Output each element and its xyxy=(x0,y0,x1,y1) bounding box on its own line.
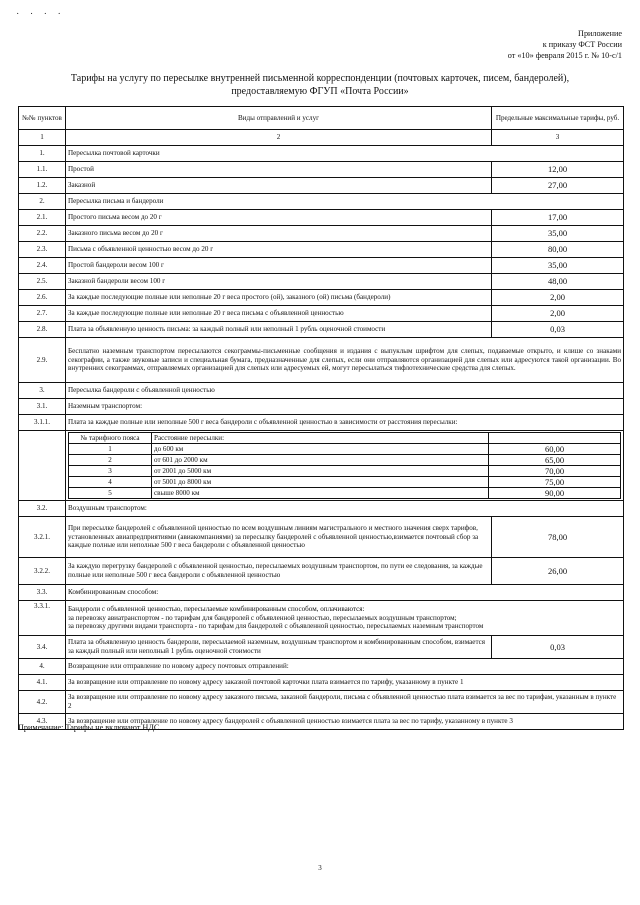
zone-price: 75,00 xyxy=(489,477,621,488)
zone-row xyxy=(69,466,621,477)
table-row xyxy=(19,322,624,338)
table-row xyxy=(19,162,624,178)
zone-row xyxy=(69,477,621,488)
row-text: За возвращение или отправление по новому адресу заказной почтовой карточки плата взимается по тарифу, указанному в пункте 1 xyxy=(66,675,624,691)
row-number: 2.4. xyxy=(19,258,66,274)
row-number: 2.6. xyxy=(19,290,66,306)
row-price: 35,00 xyxy=(492,258,624,274)
column-number: 2 xyxy=(66,130,492,146)
table-row xyxy=(19,338,624,383)
table-row xyxy=(19,675,624,691)
row-text: За возвращение или отправление по новому адресу бандеролей с объявленной ценностью взимается плата за вес по тарифу, указанному в пункте 3 xyxy=(66,714,624,730)
row-price: 48,00 xyxy=(492,274,624,290)
row-text: При пересылке бандеролей с объявленной ценностью по всем воздушным линиям магистрального и местного значения сверх тарифов, установленных авиапредприятиями (авиакомпаниями) за пересылку бандеролей с объявленной ценностью,взимается почтовый сбор за каждые полные или неполные 500 г веса бандероли с объявленной ценностью xyxy=(66,517,492,558)
zone-number: 3 xyxy=(69,466,152,477)
row-number: 2.9. xyxy=(19,338,66,383)
row-text: За каждые последующие полные или неполные 20 г веса письма с объявленной ценностью xyxy=(66,306,492,322)
zone-row xyxy=(69,444,621,455)
row-number: 1.1. xyxy=(19,162,66,178)
table-row xyxy=(19,274,624,290)
table-row xyxy=(19,585,624,601)
zone-header-row xyxy=(69,433,621,444)
row-price: 26,00 xyxy=(492,558,624,585)
row-number: 4.2. xyxy=(19,691,66,714)
row-text: За каждые последующие полные или неполные 20 г веса простого (ой), заказного (ой) письма (бандероли) xyxy=(66,290,492,306)
table-row xyxy=(19,601,624,636)
zone-row xyxy=(69,488,621,499)
row-text: За возвращение или отправление по новому адресу заказного письма, заказной бандероли, письма с объявленной ценностью плата взимается за вес по тарифам, указанным в пункте 2 xyxy=(66,691,624,714)
zone-distance: от 5001 до 8000 км xyxy=(152,477,489,488)
row-text: Пересылка бандероли с объявленной ценностью xyxy=(66,383,624,399)
row-price: 35,00 xyxy=(492,226,624,242)
table-row xyxy=(19,383,624,399)
zone-number: 2 xyxy=(69,455,152,466)
zone-block xyxy=(19,431,624,501)
row-price: 2,00 xyxy=(492,290,624,306)
header-services: Виды отправлений и услуг xyxy=(66,107,492,130)
row-price: 27,00 xyxy=(492,178,624,194)
zone-price: 60,00 xyxy=(489,444,621,455)
column-number-row xyxy=(19,130,624,146)
zone-number: 5 xyxy=(69,488,152,499)
page-number: 3 xyxy=(318,864,322,872)
row-text: Возвращение или отправление по новому адресу почтовых отправлений: xyxy=(66,659,624,675)
zone-number: 4 xyxy=(69,477,152,488)
row-text: Письма с объявленной ценностью весом до 20 г xyxy=(66,242,492,258)
row-text: За каждую перегрузку бандеролей с объявленной ценностью, пересылаемых воздушным транспортом, по пути ее следования, за каждые полные или неполные 500 г веса бандероли с объявленной ценностью xyxy=(66,558,492,585)
table-row xyxy=(19,194,624,210)
column-number: 1 xyxy=(19,130,66,146)
row-text: Заказной бандероли весом 100 г xyxy=(66,274,492,290)
table-row xyxy=(19,242,624,258)
row-number: 4.3. xyxy=(19,714,66,730)
row-text: Плата за каждые полные или неполные 500 г веса бандероли с объявленной ценностью в зависимости от расстояния пересылки: xyxy=(66,415,624,431)
table-row xyxy=(19,415,624,431)
row-text: Пересылка почтовой карточки xyxy=(66,146,624,162)
scan-speckles: ˙ ˙ ˙ ˙ xyxy=(16,12,65,23)
zone-price: 65,00 xyxy=(489,455,621,466)
row-price: 78,00 xyxy=(492,517,624,558)
row-text: Заказного письма весом до 20 г xyxy=(66,226,492,242)
row-text-line: за перевозку авиатранспортом - по тарифам для бандеролей с объявленной ценностью, пересылаемых воздушным транспортом; xyxy=(68,613,457,622)
table-row xyxy=(19,517,624,558)
row-price: 0,03 xyxy=(492,636,624,659)
zone-number: 1 xyxy=(69,444,152,455)
row-number: 2.7. xyxy=(19,306,66,322)
title-line-1: Тарифы на услугу по пересылке внутренней письменной корреспонденции (почтовых карточек, писем, бандеролей), xyxy=(70,73,570,84)
row-number: 4.1. xyxy=(19,675,66,691)
table-row xyxy=(19,210,624,226)
document-title xyxy=(30,72,610,98)
row-text: Бесплатно наземным транспортом пересылаются секограммы-письменные сообщения и издания с выпуклым шрифтом для слепых, подаваемые открыто, и клише со знаками секографии, а также звуковые записи и специальная бумага, предназначенные для слепых, если они отправляются организацией для слепых или адресуются такой организации. Во внутренних секограммах, отправляемых организацией для слепых или адресуемых ей, могут пересылаться тифлотехнические средства для слепых. xyxy=(66,338,624,383)
row-number: 3.2.1. xyxy=(19,517,66,558)
row-number: 3.1. xyxy=(19,399,66,415)
table-row xyxy=(19,636,624,659)
zone-price: 90,00 xyxy=(489,488,621,499)
row-number: 1.2. xyxy=(19,178,66,194)
table-row xyxy=(19,399,624,415)
zone-distance: от 2001 до 5000 км xyxy=(152,466,489,477)
table-row xyxy=(19,691,624,714)
row-text: Заказной xyxy=(66,178,492,194)
row-text-line: Бандероли с объявленной ценностью, пересылаемые комбинированным способом, оплачиваются: xyxy=(68,605,365,614)
row-text: Наземным транспортом: xyxy=(66,399,624,415)
row-number: 2.2. xyxy=(19,226,66,242)
row-number: 2.3. xyxy=(19,242,66,258)
zone-row xyxy=(69,455,621,466)
table-row xyxy=(19,558,624,585)
table-row xyxy=(19,501,624,517)
header-number: №№ пунктов xyxy=(19,107,66,130)
row-number: 3.2.2. xyxy=(19,558,66,585)
table-row xyxy=(19,306,624,322)
order-date: от «10» февраля 2015 г. № 10-с/1 xyxy=(507,51,622,60)
row-number: 3.1.1. xyxy=(19,415,66,431)
row-price: 2,00 xyxy=(492,306,624,322)
row-number: 4. xyxy=(19,659,66,675)
row-text-line: за перевозку другими видами транспорта - по тарифам для бандеролей с объявленной ценностью, пересылаемых наземным транспортом xyxy=(68,622,484,631)
simple-rows xyxy=(19,146,624,338)
row-number: 3. xyxy=(19,383,66,399)
title-line-2: предоставляемую ФГУП «Почта России» xyxy=(231,86,409,97)
order-reference: к приказу ФСТ России xyxy=(542,40,622,49)
appendix-header xyxy=(508,28,622,61)
row-price: 12,00 xyxy=(492,162,624,178)
table-row xyxy=(19,258,624,274)
table-row xyxy=(19,659,624,675)
zone-distance: до 600 км xyxy=(152,444,489,455)
row-text: Простой xyxy=(66,162,492,178)
header-tariff: Предельные максимальные тарифы, руб. xyxy=(492,107,624,130)
row-price: 80,00 xyxy=(492,242,624,258)
row-text: Воздушным транспортом: xyxy=(66,501,624,517)
table-row xyxy=(19,178,624,194)
row-text: Плата за объявленную ценность письма: за каждый полный или неполный 1 рубль оценочной стоимости xyxy=(66,322,492,338)
row-number: 1. xyxy=(19,146,66,162)
row-number: 3.2. xyxy=(19,501,66,517)
row-number: 3.4. xyxy=(19,636,66,659)
row-text: Простой бандероли весом 100 г xyxy=(66,258,492,274)
zone-distance: от 601 до 2000 км xyxy=(152,455,489,466)
appendix-label: Приложение xyxy=(578,29,622,38)
table-header-row xyxy=(19,107,624,130)
row-price: 0,03 xyxy=(492,322,624,338)
tariff-table xyxy=(18,106,624,730)
row-number: 2.1. xyxy=(19,210,66,226)
table-row xyxy=(19,226,624,242)
footnote: Примечание: Тарифы не включают НДС. xyxy=(18,723,162,732)
row-number: 2. xyxy=(19,194,66,210)
row-text: Простого письма весом до 20 г xyxy=(66,210,492,226)
table-row xyxy=(19,146,624,162)
row-number: 2.5. xyxy=(19,274,66,290)
row-number: 3.3. xyxy=(19,585,66,601)
row-text: Комбинированным способом: xyxy=(66,585,624,601)
row-text: Плата за объявленную ценность бандероли, пересылаемой наземным, воздушным транспортом и комбинированным способом, взимается за каждый полный или неполный 1 рубль оценочной стоимости xyxy=(66,636,492,659)
row-number: 2.8. xyxy=(19,322,66,338)
zone-table xyxy=(68,432,621,499)
zone-header-number: № тарифного пояса xyxy=(69,433,152,444)
column-number: 3 xyxy=(492,130,624,146)
zone-price: 70,00 xyxy=(489,466,621,477)
zone-distance: свыше 8000 км xyxy=(152,488,489,499)
row-price: 17,00 xyxy=(492,210,624,226)
zone-header-distance: Расстояние пересылки: xyxy=(152,433,489,444)
row-number: 3.3.1. xyxy=(19,601,66,636)
table-row xyxy=(19,290,624,306)
row-text: Пересылка письма и бандероли xyxy=(66,194,624,210)
